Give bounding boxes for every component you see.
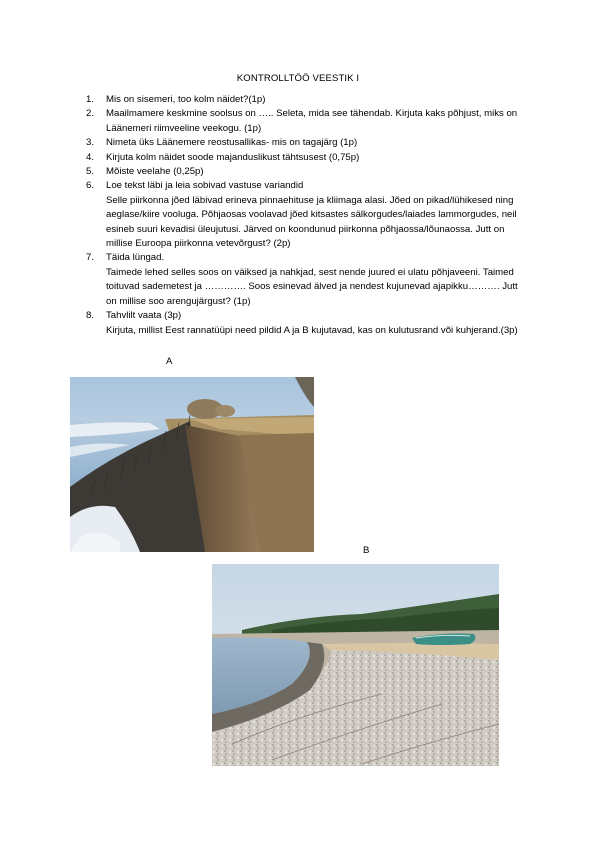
question-number: 5.	[86, 166, 95, 178]
question-passage: Selle piirkonna jõed läbivad erineva pinnaehituse ja kliimaga alasi. Jõed on pikad/lühikesed ning aeglase/kiire vooluga. Põhjaosas voolavad jõed kitsastes sälkorgudes/laiades lammorgudes, neil esineb suuri kevadisi üleujutusi. Järved on koondunud piirkonna põhjaossa/lõunaossa. Jutt on millise Euroopa piirkonna vetevõrgust? (2p)	[106, 194, 517, 250]
question-item	[86, 107, 526, 136]
question-number: 8.	[86, 310, 95, 322]
question-item	[86, 136, 526, 150]
figure-b-label: B	[363, 545, 370, 556]
question-item	[86, 251, 526, 309]
question-text: Mis on sisemeri, too kolm näidet?(1p)	[106, 94, 266, 105]
question-text: Nimeta üks Läänemere reostusallikas- mis on tagajärg (1p)	[106, 137, 358, 149]
question-item	[86, 165, 526, 179]
pebble-beach-image	[212, 564, 499, 766]
question-text: Täida lüngad.	[106, 252, 165, 264]
question-item	[86, 151, 526, 165]
pebble-beach-photo	[212, 564, 499, 766]
question-text: Tahvlilt vaata (3p)	[106, 310, 182, 322]
question-number: 2.	[86, 108, 95, 120]
cliff-coast-photo	[70, 377, 314, 552]
question-passage: Kirjuta, millist Eest rannatüüpi need pildid A ja B kujutavad, kas on kulutusrand või kuhjerand.(3p)	[106, 324, 518, 336]
cliff-coast-image	[70, 377, 314, 552]
question-text: Mõiste veelahe (0,25p)	[106, 166, 204, 178]
question-item	[86, 93, 526, 107]
question-number: 6.	[86, 180, 95, 192]
question-passage: Taimede lehed selles soos on väiksed ja nahkjad, sest nende juured ei ulatu põhjaveeni. Taimed toituvad sademetest ja …………. Soos esinevad älved ja nendest kujunevad ajapikku………. Jutt on millise soo arengujärgust? (1p)	[106, 266, 518, 307]
question-list	[86, 93, 526, 338]
question-number: 7.	[86, 252, 95, 264]
question-text: Maailmamere keskmine soolsus on ….. Seleta, mida see tähendab. Kirjuta kaks põhjust, miks on Läänemeri riimveeline veekogu. (1p)	[106, 108, 518, 134]
question-item	[86, 179, 526, 251]
question-number: 1.	[86, 94, 95, 105]
question-number: 4.	[86, 151, 95, 163]
question-item	[86, 309, 526, 338]
question-number: 3.	[86, 137, 95, 149]
question-text: Loe tekst läbi ja leia sobivad vastuse variandid	[106, 180, 304, 192]
question-text: Kirjuta kolm näidet soode majanduslikust tähtsusest (0,75p)	[106, 151, 360, 163]
page-title: KONTROLLTÖÖ VEESTIK I	[236, 73, 360, 84]
figure-a-label: A	[166, 356, 173, 367]
